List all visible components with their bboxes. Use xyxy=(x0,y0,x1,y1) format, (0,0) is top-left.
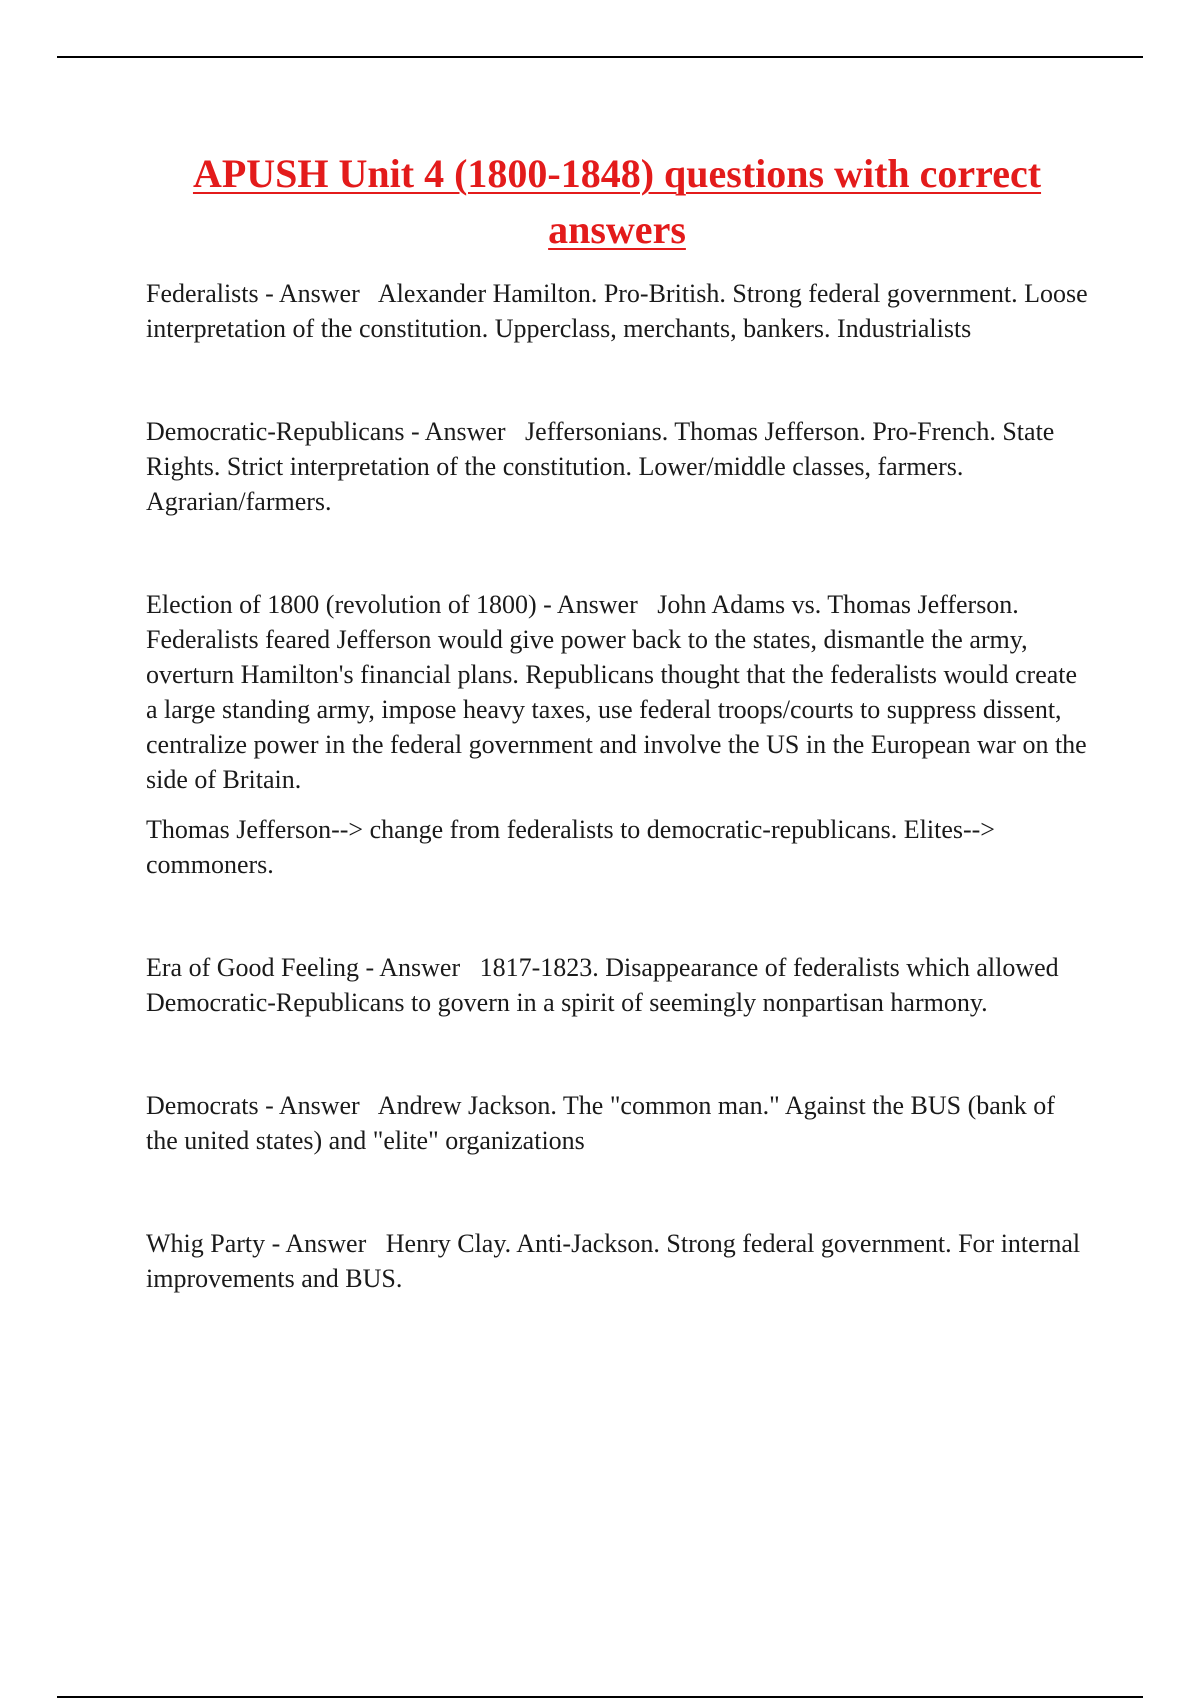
answer-separator: - Answer xyxy=(359,953,480,982)
qa-entry-election-of-1800 xyxy=(146,587,1088,882)
entry-term: Federalists xyxy=(146,279,259,308)
entry-term: Democrats xyxy=(146,1091,259,1120)
qa-entry-whig-party xyxy=(146,1226,1088,1296)
entry-answer: Alexander Hamilton. Pro-British. Strong federal government. Loose interpretation of the constitution. Upperclass, merchants, bankers. Industrialists xyxy=(146,279,1088,343)
answer-separator: - Answer xyxy=(258,1091,378,1120)
entry-answer: Jeffersonians. Thomas Jefferson. Pro-French. State Rights. Strict interpretation of the constitution. Lower/middle classes, farmers. Agrarian/farmers. xyxy=(146,417,1055,516)
entry-term: Era of Good Feeling xyxy=(146,953,360,982)
entry-term: Election of 1800 (revolution of 1800) xyxy=(146,590,537,619)
entry-note: Thomas Jefferson--> change from federalists to democratic-republicans. Elites--> commoners. xyxy=(146,815,995,879)
qa-entry-democratic-republicans xyxy=(146,414,1088,519)
qa-entry-era-of-good-feeling xyxy=(146,950,1088,1020)
qa-entry-federalists xyxy=(146,276,1088,346)
entry-answer: Andrew Jackson. The "common man." Against the BUS (bank of the united states) and "elite" organizations xyxy=(146,1091,1055,1155)
top-rule xyxy=(57,56,1143,58)
bottom-rule xyxy=(57,1696,1143,1698)
entry-term: Democratic-Republicans xyxy=(146,417,405,446)
document-title: APUSH Unit 4 (1800-1848) questions with correct answers xyxy=(192,151,1042,252)
entry-term: Whig Party xyxy=(146,1229,266,1258)
answer-separator: - Answer xyxy=(258,279,378,308)
entry-answer: John Adams vs. Thomas Jefferson. Federalists feared Jefferson would give power back to the states, dismantle the army, overturn Hamilton's financial plans. Republicans thought that the federalists would create a large standing army, impose heavy taxes, use federal troops/courts to suppress dissent, centralize power in the federal government and involve the US in the European war on the side of Britain. xyxy=(146,590,1087,794)
entry-answer: Henry Clay. Anti-Jackson. Strong federal government. For internal improvements and BUS. xyxy=(146,1229,1081,1293)
answer-separator: - Answer xyxy=(536,590,658,619)
entry-answer: 1817-1823. Disappearance of federalists which allowed Democratic-Republicans to govern in a spirit of seemingly nonpartisan harmony. xyxy=(146,953,1059,1017)
document-body xyxy=(146,146,1088,1296)
answer-separator: - Answer xyxy=(404,417,526,446)
answer-separator: - Answer xyxy=(265,1229,386,1258)
qa-entry-democrats xyxy=(146,1088,1088,1158)
